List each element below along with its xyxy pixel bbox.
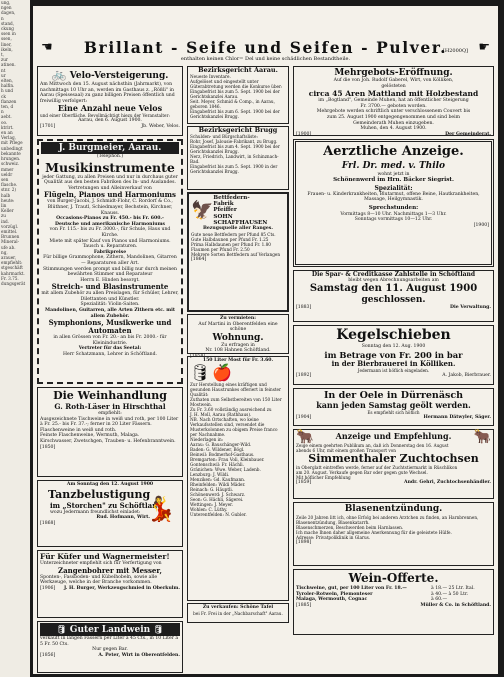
landwein-title: Guter Landwein (69, 625, 151, 635)
ad-gericht-brugg (187, 126, 289, 190)
music-line: Occasions-Pianos zu Fr. 450.- bis Fr. 600.- (56, 216, 164, 222)
banner-subtitle: enthalten keinen Chlor= Del und keine schädlichen Bestandtheile. (180, 56, 351, 62)
gericht1-line: Eingabefrist bis zum 5. Sept. 1900 bei der Gerichtskanzlei Aarau. (190, 88, 280, 99)
ad-wein-offerte (293, 569, 494, 635)
aerztlich-title: Aerztliche Anzeige. (323, 144, 464, 159)
adjacent-page-text: Verlag, (1, 135, 16, 141)
column-2 (187, 66, 289, 623)
pointing-hand-right-icon: ☛ (478, 40, 490, 55)
mineral-line: Schönenwerd: J. Schwarz. (190, 491, 246, 497)
pointing-hand-left-icon: ☚ (41, 40, 53, 55)
ad-kuefer (37, 550, 183, 618)
adjacent-page-text: dungsgerät (1, 280, 26, 286)
aerztlich-name: Frl. Dr. med. v. Thilo (341, 161, 446, 171)
bull-icon: 🐂 (296, 429, 314, 445)
ad-mostsubstanz (187, 353, 289, 601)
kuefer-sign: J. H. Burger, Werkzeugschmied in Oberkulm. (63, 585, 180, 591)
ad-landwein (37, 621, 183, 673)
bettfedern-item: Mehrere Sorten Bettfedern auf Verlangen (191, 251, 281, 257)
mehrgebot-line: Auf die von Joh. Rudolf Gaberel, Wirt, von Kölliken, (333, 78, 454, 83)
kuefer-line: Unterzeichneter empfiehlt sich für Verfertigung von (40, 561, 162, 566)
music-line: Vertretungen und Alleinverkauf von (68, 185, 152, 191)
adjacent-page-text: Mineral- (1, 239, 20, 245)
landwein-sign: A. Peter, Wirt in Oberentfelden. (98, 652, 180, 658)
kuefer-ref: [1906] (40, 585, 56, 591)
music-line: Flügeln, Pianos und Harmoniums (44, 190, 176, 200)
kegel-prize: im Betrage von Fr. 200 in bar (324, 349, 463, 360)
banner-title: Brillant - Seife und Seifen - Pulver. (83, 38, 448, 57)
newspaper-page (33, 6, 498, 674)
mehrgebot-line: zum 25. August 1900 entgegengenommen und sind beim (327, 114, 460, 120)
bettfedern-logo-line: SCHAFFHAUSEN (213, 219, 268, 226)
adjacent-page-text: emittel. (1, 228, 18, 234)
kegel-sign: A. Jakob, Bierbrauer. (442, 372, 491, 378)
aerztlich-addr: Schönenwerd im Hrn. Bäcker Siegrist. (333, 176, 454, 183)
adjacent-page-text: bekannte (1, 150, 21, 156)
ad-bettfedern (187, 192, 289, 312)
blasen-ref: [1898] (296, 540, 312, 545)
adjacent-page-text: halb (1, 192, 11, 198)
music-line: Streich- und Blasinstrumente (51, 282, 169, 292)
tanz-ref: [1868] (40, 520, 56, 526)
weinofferte-price: à 40.— à 50 Ltr. (431, 591, 469, 597)
oele-ref: [1904] (296, 415, 312, 420)
bettfedern-item: Prima Halbdaunen per Pfund Fr. 1.80 (191, 241, 271, 247)
mineral-line: Lenzburg: J. Wildi. (190, 471, 230, 477)
banner (33, 36, 498, 58)
blasen-line: Adresse: Privatpoliklinik in Glarus. (296, 535, 371, 540)
tanz-line: wozu Jedermann freundlichst einladet: (50, 509, 141, 515)
adjacent-page-text: ufe ab. (1, 244, 16, 250)
bettfedern-ref: [1864] (191, 256, 207, 262)
adjacent-page-text: ten, d (1, 104, 14, 110)
adjacent-page-text: nt (1, 67, 6, 73)
apple-icon: 🍎 (212, 362, 233, 382)
music-line: Spezialität: Violin-Saiten. (80, 302, 140, 308)
mineral-line: Gontenschwil: Fr. Hächli. (190, 461, 244, 467)
simmental-line-2: abends 6 Uhr, mit einem großen Transport von (296, 448, 397, 453)
bettfedern-logo-line: Bettfedern- (213, 195, 250, 201)
spar-ref: [1883] (296, 305, 312, 311)
adjacent-page-text: Keller (1, 208, 14, 214)
dancing-couple-icon: 💃 (146, 495, 176, 523)
adjacent-page-text: ktrirt. (1, 124, 14, 130)
gericht2-line: Schulden- und Bürgschaftsliste: (190, 133, 258, 139)
mineral-line: J. H. Moll, Aarau (Rathhaus). (190, 411, 252, 417)
adjacent-page-text: mmer (1, 166, 14, 172)
column-1 (37, 66, 183, 673)
adjacent-page-text: ssen, (1, 36, 12, 42)
music-line: Symphonions, Musikwerke und Automaten (48, 318, 172, 336)
bettfedern-logo-line: SOHN (213, 213, 233, 220)
mineral-line: Zur Herstellung eines kräftigen und gesunden Haustrunkes offeriert in feinster Qualität: (190, 381, 282, 397)
adjacent-page-strip (0, 0, 30, 677)
mineral-line: NB. Nach Ortschaften, wo keine Verkaufsstellen sind, versendet die Musterkolonnen zu obigem Preise franco per Nachnahme. (190, 416, 278, 437)
adjacent-page-text: stnr. 2) (1, 187, 17, 193)
music-line: in allen Grössen von Fr. 20.- an bis Fr. 2000.- für Kleinindustrie. (53, 335, 167, 346)
wohnung-line: Wohnung. (212, 332, 264, 343)
adjacent-page-text: n (1, 109, 4, 115)
oele-title: In der Oele in Dürrenäsch (323, 390, 464, 401)
adjacent-page-text: ssen in (1, 31, 16, 37)
adjacent-page-text: ikeln, (1, 46, 13, 52)
aerztlich-hours: Vormittags 8—10 Uhr. Nachmittags 1—3 Uhr. (340, 211, 447, 217)
aerztlich-spec-title: Spezialität: (374, 185, 413, 193)
wohnung-ref: [1858] (190, 353, 206, 359)
ad-spar (293, 270, 494, 322)
adjacent-page-text: Brunnen (1, 234, 20, 240)
mineral-line: Wohlen: C. Lüthy. (190, 506, 228, 512)
adjacent-page-text: unbedingt (1, 145, 23, 151)
music-company: J. Burgmeier, Aarau. (41, 142, 179, 154)
simmental-line-6: Mit höflicher Empfehlung (296, 475, 351, 480)
music-line: Mandolinen, Guitarren, alle Arten Zithern etc. mit allem Zubehör. (45, 308, 175, 319)
wein-title: Die Weinhandlung (53, 389, 167, 402)
simmental-heading: Simmenthaler Zuchtochsen (308, 452, 479, 465)
gericht1-line: Eingabefrist bis zum 6. Sept. 1900 bei der Gerichtskanzlei Brugg. (190, 108, 280, 119)
music-line: jeder Gattung, zu allen Preisen und nur in durchaus guter Qualität aus den besten Fabriken des In- und Auslandes. (42, 174, 178, 186)
adjacent-page-text: flasche. (1, 182, 18, 188)
weinofferte-item: Malaga, Wermouth, Cognac (296, 597, 368, 603)
mehrgebot-line: circa 45 Aren Mattland mit Holzbestand (308, 89, 479, 99)
blasen-line: Blasenschmerzen, Beschwerden beim Harnlassen. (296, 525, 404, 530)
mineral-line: Bremgarten: Frau Voli, Kleinbauer. (190, 456, 265, 462)
wohnung-title: Zu vermieten: (220, 316, 256, 321)
barrel-icon: 🛢 (56, 624, 67, 634)
adjacent-page-text: lin (1, 202, 7, 208)
adjacent-page-text: elten, (1, 78, 14, 84)
mineral-line: Seon: G. Hächli, Sägerei. (190, 496, 244, 502)
weinofferte-item: Tischweine, gut, per 100 Liter von Fr. 18.— (296, 586, 407, 591)
gericht2-line: Eingabefrist bis zum 5. Sept. 1900 in der Gerichtskanzlei Brugg. (190, 163, 278, 174)
velo-small: und einer Oberfläche. Bevollmächtigt hiezu der Veranstalter: (40, 113, 170, 119)
bettfedern-logo-line: Pfeiffer (213, 207, 237, 214)
mehrgebot-line: Mehrgebote werden schriftlich unter verschlossenem Couvert bis (316, 109, 471, 115)
ad-simmental (293, 429, 494, 499)
wein-line: Feinste Flaschenweine, Wermuth, Malaga. (40, 433, 140, 439)
blasen-line: Zeile 20 Jahren litt ich, ohne Erfolg bei anderen Arztchen zu finden, an Harnbrennen, Blasenentzündung, Blasenkatarrh. (296, 515, 479, 525)
adjacent-page-text: arauer, (1, 254, 17, 260)
simmental-sign: Andr. Gehri, Zuchtochsenhändler. (404, 480, 491, 485)
mehrgebot-ref: [1900] (296, 131, 312, 137)
tanz-line: Rud. Hofmann, Wirt. (96, 515, 150, 521)
mineral-line: Unterentfelden: N. Gubler. (190, 511, 247, 517)
bettfedern-item: Flaumen per Pfund Fr. 2.50 (191, 246, 250, 252)
gericht1-line: Aufgelöset und eingestellt unter Güterabtretung werden die Konkurse über: (190, 78, 283, 89)
velo-sign: Jb. Weber, Velos. (141, 123, 180, 129)
landwein-line: verkauft in langen Fässern per Liter à 45 Cts., in 10 Liter à 5 Fr. 50 Cts. (40, 636, 179, 647)
adjacent-page-text: schweiz. (1, 161, 20, 167)
simmental-ref: [1859] (296, 480, 312, 485)
aerztlich-sunday: Sonntags vormittags 10—12 Uhr. (354, 217, 433, 223)
mineral-line: Reinach: G. Häuptli. (190, 486, 234, 492)
mehrgebot-sign: Der Gemeinderat. (445, 131, 491, 137)
kuefer-line: Sponten-, Fassboden- und Kübelhobeln, sowie alle Werkzeuge, welche in der Branche vorkommen. (40, 574, 158, 586)
barrel-icon: 🛢 (153, 624, 164, 634)
column-3 (293, 66, 494, 635)
adjacent-page-text: ckung (1, 26, 14, 32)
velo-ref: [1701] (40, 123, 56, 129)
wein-line: Ausgezeichnete Tischweine in weiß und roth, per 100 Liter à Fr. 25.- bis Fr. 37.-; ferner in 20 Liter Fässern. (40, 416, 179, 428)
gericht2-line: Nerz, Friedrich, Landwirt, in Schinznach-Bad. (190, 153, 279, 164)
adjacent-page-text: zur (1, 57, 8, 63)
music-line: Herr Schatzmann, Lehrer in Schöftland. (63, 352, 157, 358)
gericht1-line: Neueste Inventare. (190, 73, 231, 79)
wohnung-line: Auf Martini in Oberentfelden eine schöne (198, 321, 278, 333)
ad-blasen (293, 502, 494, 566)
music-tel: (Telephon.) (96, 154, 124, 159)
adjacent-page-text: liner, (1, 41, 12, 47)
ad-aerztlich (293, 139, 494, 267)
kuefer-title: Für Küfer und Wagnermeister! (40, 552, 170, 561)
music-line: Für billige Grammophone, Zithern, Mandolinen, Gitarren — Reparaturen aller Art. (43, 255, 177, 266)
music-line: Fabrikpreise (93, 249, 127, 255)
adjacent-page-text: vorzügl. (1, 223, 19, 229)
music-line: Miete mit später Kauf von Pianos und Harmoniums. (49, 238, 171, 244)
ad-music (37, 139, 183, 384)
adjacent-page-text: zu (1, 213, 6, 219)
adjacent-page-text: dagen, (1, 10, 16, 16)
kegel-line: Jedermann ist höflich eingeladen. (357, 367, 430, 373)
ad-wohnung (187, 314, 289, 359)
adjacent-page-text: oo. (1, 119, 8, 125)
spar-sign: Die Verwaltung. (449, 305, 491, 311)
weinofferte-item: Tyroler-Rotwein, Piemonteser (296, 591, 373, 597)
music-line: Stimmungen werden prompt und billig nur durch meinen bewährten Stimmer und Reparateur (43, 266, 177, 278)
adjacent-page-text: stgeschäft (1, 265, 23, 271)
mineral-line: Wettingen: J. Meyer. (190, 501, 233, 507)
mineral-line: Zu Fr. 3.60 vollständig ausreichend zu (190, 406, 272, 412)
adjacent-page-text: ind. (1, 218, 10, 224)
ad-velo (37, 66, 183, 136)
verkauf-line: bei Fr. Frei in der „Nachbarschaft" Aarau. (193, 610, 283, 616)
landwein-line: Nur gegen Bar. (92, 647, 128, 653)
ad-tanz (37, 480, 183, 547)
adjacent-page-text: en an (1, 130, 13, 136)
adjacent-page-text: ck (1, 93, 6, 99)
bettfedern-item: Gute neue Bettfedern per Pfund 85 Cts. (191, 231, 276, 237)
adjacent-page-text: ung, (1, 0, 11, 5)
tanz-place: im „Storchen" zu Schöftland (50, 500, 163, 510)
tanz-date: Am Sonntag den 12. August 1900 (66, 482, 154, 487)
weinofferte-ref: [1885] (296, 602, 312, 608)
mehrgebot-title: Mehrgebots-Eröffnung. (334, 68, 453, 78)
wein-line: Flaschenweine in weiß und roth. (40, 427, 117, 433)
blasen-line: Ich mache Ihnen daher allgemeine Anerkennung für die geleistete Hülfe. (296, 530, 452, 535)
bull-icon: 🐂 (473, 429, 491, 445)
velo-title: Velo-Versteigerung. (69, 71, 169, 81)
wohnung-line: Zu erfragen in (221, 342, 255, 348)
weinofferte-sign: Müller & Co. in Schöftland. (420, 602, 491, 608)
spar-closed: geschlossen. (361, 295, 426, 306)
mehrgebot-line: gelösteten (381, 83, 406, 89)
adjacent-page-text: atinen. (1, 62, 16, 68)
wein-name: G. Roth-Läser in Hirschthal (54, 402, 166, 411)
adjacent-page-text: mit Pflege (1, 140, 23, 146)
music-line: Vertreter für das Seetal: (78, 346, 142, 352)
spar-title: Die Spar- & Creditkasse Zahlstelle in Schöftland (311, 271, 476, 278)
adjacent-page-text: heute: (1, 197, 15, 203)
weinofferte-price: à 18.— 25 Ltr. Ital. (431, 586, 475, 591)
adjacent-page-text: kahrmarkt. (1, 270, 25, 276)
bettfedern-head: Bezugsquelle aller Ranges. (202, 226, 273, 232)
ad-mehrgebot (293, 66, 494, 136)
adjacent-page-text: ng, (1, 249, 8, 255)
music-line: Herrn E. Hinden besorgt. (80, 277, 140, 283)
bicycle-icon: 🚲 (51, 67, 67, 81)
ad-kegel (293, 325, 494, 385)
adjacent-page-text: ur (1, 72, 6, 78)
landwein-ref: [1856] (40, 652, 56, 658)
oele-sub: kann jeden Samstag geölt werden. (316, 400, 471, 410)
gericht2-line: Eingabefrist bis zum 4. Sept. 1900 bei der Gerichtskanzlei Brugg. (190, 143, 280, 154)
barrel-icon: 🛢 (190, 362, 211, 382)
mineral-line: Zuthaten zum Selbstbereiten von 150 Liter Mostwein. (190, 396, 282, 407)
mineral-line: Rheinfelden: Wildi Mäder. (190, 481, 246, 487)
bettfedern-logo-line: Fabrik (213, 201, 234, 208)
music-line: Deutsche und amerikanische Harmoniums (54, 221, 166, 227)
music-title: Musikinstrumente (45, 159, 175, 175)
banner-number: [H2000Q] (442, 48, 468, 54)
simmental-title: Anzeige und Empfehlung. (335, 431, 452, 442)
adjacent-page-text: hrungen. (1, 156, 21, 162)
wein-line: Kirschwasser, Zwetschgen, Trauben- u. Hefenbranntwein. (40, 438, 176, 444)
kegel-date: Sonntag den 12. Aug. 1900 (361, 344, 426, 349)
aerztlich-spec: Frauen- u. Kinderkrankheiten, Blutarmut, offene Beine, Hautkrankheiten, Massage, Heilgymnastik. (307, 191, 480, 203)
wein-ref: [1850] (40, 444, 56, 450)
kegel-title: Kegelschieben (336, 327, 451, 343)
simmental-line-1: Zeige einem geehrten Publikum an, daß ich Donnerstag den 16. August (296, 443, 449, 448)
adjacent-page-text: ngen (1, 5, 12, 11)
aerztlich-loc: wohnt jetzt in (377, 172, 410, 177)
mehrgebot-line: im „Bogtland", Gemeinde Muhen, hat an öffentlicher Steigerung (318, 98, 469, 104)
aerztlich-hours-title: Sprechstunden: (368, 204, 419, 211)
mineral-line: Aarau: G. Bauschänger-Wild. (190, 441, 252, 447)
adjacent-page-text: stand, (1, 20, 15, 26)
gericht2-line: Rohr, Josef, Jalousie-Fabrikant, zu Brugg. (190, 138, 278, 144)
spar-line-1: bleibt wegen Abrechnungsarbeiten am (348, 277, 439, 283)
ad-oele (293, 388, 494, 426)
kuefer-line: Zangenbohrer mit Messer, (58, 565, 162, 575)
adjacent-page-text: empfiehlt: (1, 260, 23, 266)
mineral-line: Baden: G. Wildener, Bögl. (190, 446, 245, 452)
kegel-place: in der Bierbrauerei in Kölliken. (331, 358, 456, 368)
mineral-line: Beinwil: Bodmerhof-Gasthaus. (190, 451, 255, 457)
music-line: mit allem Zubehör zu allen Preislagen, für Schüler, Lehrer, Dilettanten und Künstler. (41, 291, 179, 302)
bettfedern-item: Gute Halbdaunen per Pfund Fr. 1.25 (191, 236, 269, 242)
weinofferte-title: Wein-Offerte. (348, 571, 439, 585)
simmental-line-4: in Oberglatt eintreffen werde, ferner auf der Zuchtstiermarkt in Rüschlikon (296, 465, 458, 470)
mineral-title: 150 Liter Most für Fr. 3.60. (202, 358, 274, 363)
mehrgebot-line: Gemeinderath Muhen einzugeben. (353, 120, 434, 126)
mehrgebot-line: Muhen, den 4. August 1900. (360, 126, 427, 132)
aerztlich-ref: [1900] (473, 222, 489, 228)
mineral-line: Menziken: Gd. Kaufmann. (190, 476, 246, 482)
tanz-title: Tanzbelustigung (48, 487, 151, 501)
spar-date: Samstag den 11. August 1900 (309, 283, 478, 295)
music-line: von Burger-Jacobi, J. Schmidt-Flohr, C. Rordorf & Co., Blüthner, J. Trautl, Schiedmayer, Bechstein, Kirchner, Knauss. (47, 199, 173, 216)
ad-verkaufen (187, 603, 289, 623)
velo-sub: Eine Anzahl neue Velos (57, 103, 163, 114)
oele-line: Es empfiehlt sich höflich (367, 410, 420, 415)
blasen-title: Blasenentzündung. (344, 504, 443, 514)
adjacent-page-text: h und (1, 88, 14, 94)
adjacent-page-text: t, (1, 52, 5, 58)
bird-logo-icon: 🦅 (191, 199, 214, 221)
velo-place: Aarau, den 6. August 1900. (78, 118, 142, 124)
velo-text: Am Mittwoch den 15. August nächsthin (Jahrmarkt), von nachmittags 10 Uhr an, werden im Gasthaus z. „Rößli" in Aarau (Speisesaal) zu ganz billigen Preisen öffentlich und freiwillig verfolgert: (40, 82, 175, 104)
weinofferte-price: à 60.— (431, 597, 448, 603)
music-line: Tausch u. Reparaturen. (82, 244, 138, 250)
gericht1-line: Seit. Meyer, Schmid & Comp., in Aarau, geboren 1846. (190, 98, 275, 109)
adjacent-page-text: halfin. (1, 83, 15, 89)
verkauf-title: Zu verkaufen: Schöne Tafel (202, 605, 274, 610)
adjacent-page-text: n (1, 15, 4, 21)
oele-sign: Hermann Dätwyler, Säger. (423, 415, 491, 420)
wein-line: empfiehlt: (98, 411, 122, 416)
ad-gericht-aarau (187, 66, 289, 124)
gericht1-title: Bezirksgericht Aarau. (198, 66, 278, 74)
music-line: von Fr. 115.- bis zu Fr. 3000.-, für Schule, Haus und Kirche. (49, 227, 171, 238)
ad-weinhandlung (37, 387, 183, 477)
mehrgebot-line: Fr. 3700.— geboten worden. (360, 103, 427, 109)
simmental-line-5: am 20. August. Verkaufe gegen Bar oder gegen gute Wechsel. (296, 470, 428, 475)
gericht2-title: Bezirksgericht Brugg (198, 126, 278, 134)
adjacent-page-text: aebt. (1, 114, 12, 120)
wohnung-line: Nr. 108 Hahnen Schöftland. (205, 348, 271, 354)
adjacent-page-text: ueldr (1, 171, 13, 177)
mineral-line: Niederlagen in: (190, 436, 224, 442)
kegel-ref: [1892] (296, 372, 312, 378)
mineral-line: Gränichen: Wwe. Weber, Ladenb. (190, 466, 261, 472)
adjacent-page-text: flanzen (1, 98, 17, 104)
adjacent-page-text: sen (1, 176, 9, 182)
adjacent-page-text: Fr. 3.75. (1, 275, 19, 281)
